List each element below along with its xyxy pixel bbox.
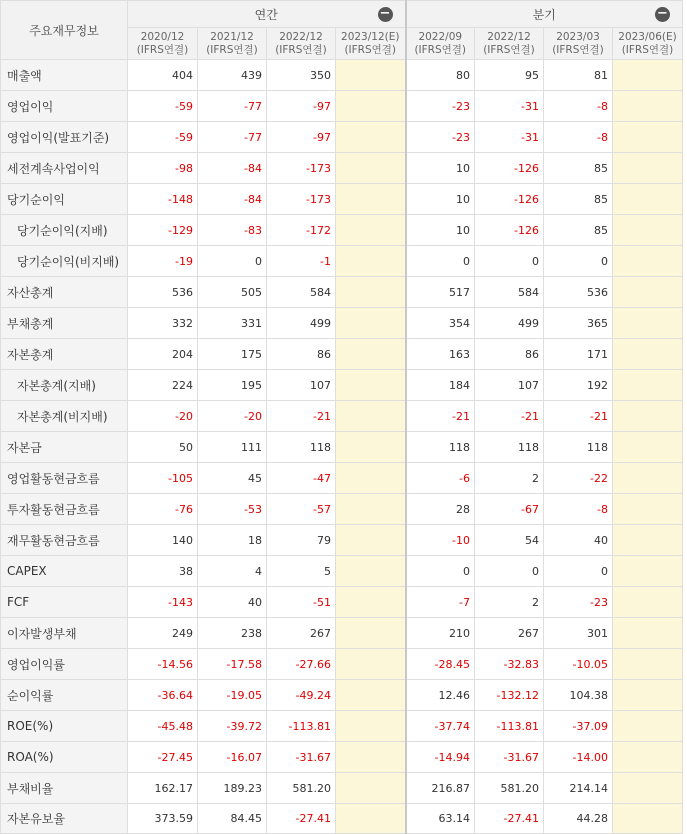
annual-value-cell: 373.59 xyxy=(128,804,198,834)
annual-value-cell: -45.48 xyxy=(128,711,198,742)
quarter-value-cell: 85 xyxy=(544,184,613,215)
quarter-value-cell: -23 xyxy=(406,122,475,153)
quarter-estimate-cell xyxy=(613,401,683,432)
annual-value-cell: -21 xyxy=(267,401,336,432)
quarter-value-cell: -126 xyxy=(475,184,544,215)
quarter-collapse-button[interactable] xyxy=(655,7,670,22)
quarter-value-cell: 86 xyxy=(475,339,544,370)
annual-value-cell: 0 xyxy=(198,246,267,277)
quarter-value-cell: 44.28 xyxy=(544,804,613,834)
annual-value-cell: 332 xyxy=(128,308,198,339)
annual-value-cell: 5 xyxy=(267,556,336,587)
annual-estimate-cell xyxy=(336,277,406,308)
annual-value-cell: 581.20 xyxy=(267,773,336,804)
annual-value-cell: -36.64 xyxy=(128,680,198,711)
quarter-value-cell: -126 xyxy=(475,215,544,246)
quarter-value-cell: 0 xyxy=(475,246,544,277)
quarter-value-cell: 12.46 xyxy=(406,680,475,711)
quarter-value-cell: 28 xyxy=(406,494,475,525)
quarter-value-cell: 80 xyxy=(406,60,475,91)
quarter-value-cell: 107 xyxy=(475,370,544,401)
row-label: 투자활동현금흐름 xyxy=(1,494,128,525)
row-label: 자본유보율 xyxy=(1,804,128,834)
annual-value-cell: 249 xyxy=(128,618,198,649)
quarter-value-cell: -22 xyxy=(544,463,613,494)
period-label: 2022/12 xyxy=(279,30,323,43)
annual-value-cell: -16.07 xyxy=(198,742,267,773)
quarter-estimate-cell xyxy=(613,618,683,649)
annual-value-cell: -84 xyxy=(198,184,267,215)
quarter-estimate-cell xyxy=(613,308,683,339)
annual-value-cell: 18 xyxy=(198,525,267,556)
row-label: 부채비율 xyxy=(1,773,128,804)
annual-value-cell: -77 xyxy=(198,122,267,153)
annual-value-cell: 111 xyxy=(198,432,267,463)
annual-estimate-cell xyxy=(336,122,406,153)
row-label: 영업이익률 xyxy=(1,649,128,680)
annual-value-cell: -83 xyxy=(198,215,267,246)
row-label: 당기순이익(비지배) xyxy=(1,246,128,277)
quarter-estimate-cell xyxy=(613,246,683,277)
annual-value-cell: 350 xyxy=(267,60,336,91)
table-row xyxy=(1,494,683,525)
quarter-value-cell: -21 xyxy=(475,401,544,432)
quarter-period-header xyxy=(406,28,475,60)
row-label: CAPEX xyxy=(1,556,128,587)
quarter-value-cell: 214.14 xyxy=(544,773,613,804)
quarter-estimate-cell xyxy=(613,184,683,215)
annual-value-cell: 439 xyxy=(198,60,267,91)
quarter-value-cell: 499 xyxy=(475,308,544,339)
table-row xyxy=(1,60,683,91)
period-basis-label: (IFRS연결) xyxy=(206,43,258,56)
table-row xyxy=(1,711,683,742)
row-label: 부채총계 xyxy=(1,308,128,339)
period-basis-label: (IFRS연결) xyxy=(621,43,674,56)
annual-estimate-cell xyxy=(336,215,406,246)
annual-value-cell: -129 xyxy=(128,215,198,246)
quarter-value-cell: -31 xyxy=(475,122,544,153)
quarter-period-header xyxy=(544,28,613,60)
quarter-value-cell: -8 xyxy=(544,494,613,525)
quarter-value-cell: 0 xyxy=(544,246,613,277)
annual-estimate-cell xyxy=(336,339,406,370)
row-label: 영업이익(발표기준) xyxy=(1,122,128,153)
annual-value-cell: 40 xyxy=(198,587,267,618)
row-label: ROA(%) xyxy=(1,742,128,773)
quarter-estimate-cell xyxy=(613,339,683,370)
quarter-value-cell: 10 xyxy=(406,184,475,215)
table-row xyxy=(1,246,683,277)
annual-value-cell: 140 xyxy=(128,525,198,556)
annual-value-cell: 267 xyxy=(267,618,336,649)
row-label: FCF xyxy=(1,587,128,618)
annual-estimate-cell xyxy=(336,525,406,556)
quarter-value-cell: -21 xyxy=(406,401,475,432)
annual-estimate-cell xyxy=(336,494,406,525)
table-row xyxy=(1,525,683,556)
quarter-value-cell: 0 xyxy=(406,556,475,587)
annual-value-cell: -148 xyxy=(128,184,198,215)
period-basis-label: (IFRS연결) xyxy=(275,43,327,56)
row-label: 영업이익 xyxy=(1,91,128,122)
annual-value-cell: 204 xyxy=(128,339,198,370)
table-row xyxy=(1,91,683,122)
quarter-value-cell: 267 xyxy=(475,618,544,649)
table-row xyxy=(1,122,683,153)
row-label: 매출액 xyxy=(1,60,128,91)
table-row xyxy=(1,401,683,432)
quarter-value-cell: -21 xyxy=(544,401,613,432)
annual-value-cell: -27.66 xyxy=(267,649,336,680)
quarter-group-header xyxy=(406,1,683,28)
annual-value-cell: -143 xyxy=(128,587,198,618)
quarter-value-cell: -8 xyxy=(544,122,613,153)
annual-value-cell: 195 xyxy=(198,370,267,401)
quarter-value-cell: -14.00 xyxy=(544,742,613,773)
annual-value-cell: -19 xyxy=(128,246,198,277)
annual-value-cell: 45 xyxy=(198,463,267,494)
quarter-value-cell: -32.83 xyxy=(475,649,544,680)
row-label: 이자발생부채 xyxy=(1,618,128,649)
quarter-value-cell: 10 xyxy=(406,215,475,246)
quarter-value-cell: -8 xyxy=(544,91,613,122)
quarter-estimate-cell xyxy=(613,773,683,804)
annual-value-cell: 84.45 xyxy=(198,804,267,834)
quarter-value-cell: -132.12 xyxy=(475,680,544,711)
quarter-value-cell: 85 xyxy=(544,153,613,184)
annual-value-cell: -105 xyxy=(128,463,198,494)
annual-value-cell: -49.24 xyxy=(267,680,336,711)
annual-value-cell: -77 xyxy=(198,91,267,122)
annual-value-cell: 86 xyxy=(267,339,336,370)
quarter-value-cell: 184 xyxy=(406,370,475,401)
annual-value-cell: 189.23 xyxy=(198,773,267,804)
period-label: 2023/12(E) xyxy=(341,30,400,43)
annual-estimate-cell xyxy=(336,556,406,587)
annual-value-cell: 238 xyxy=(198,618,267,649)
quarter-period-header xyxy=(475,28,544,60)
annual-group-header xyxy=(128,1,406,28)
quarter-estimate-cell xyxy=(613,742,683,773)
quarter-estimate-cell xyxy=(613,587,683,618)
period-basis-label: (IFRS연결) xyxy=(136,43,189,56)
quarter-value-cell: 104.38 xyxy=(544,680,613,711)
annual-value-cell: -31.67 xyxy=(267,742,336,773)
quarter-value-cell: -27.41 xyxy=(475,804,544,834)
quarter-estimate-cell xyxy=(613,153,683,184)
quarter-estimate-cell xyxy=(613,556,683,587)
row-label: 순이익률 xyxy=(1,680,128,711)
quarter-value-cell: 118 xyxy=(475,432,544,463)
annual-estimate-cell xyxy=(336,680,406,711)
annual-value-cell: -173 xyxy=(267,153,336,184)
annual-value-cell: 162.17 xyxy=(128,773,198,804)
quarter-value-cell: 584 xyxy=(475,277,544,308)
table-row xyxy=(1,618,683,649)
quarter-period-header xyxy=(613,28,683,60)
quarter-estimate-cell xyxy=(613,60,683,91)
row-label: 자산총계 xyxy=(1,277,128,308)
quarter-value-cell: -23 xyxy=(406,91,475,122)
quarter-value-cell: 118 xyxy=(406,432,475,463)
annual-value-cell: -57 xyxy=(267,494,336,525)
quarter-value-cell: -31 xyxy=(475,91,544,122)
annual-value-cell: -27.45 xyxy=(128,742,198,773)
annual-estimate-cell xyxy=(336,773,406,804)
period-basis-label: (IFRS연결) xyxy=(344,43,397,56)
annual-value-cell: -47 xyxy=(267,463,336,494)
quarter-value-cell: -67 xyxy=(475,494,544,525)
annual-value-cell: -20 xyxy=(198,401,267,432)
annual-value-cell: -97 xyxy=(267,122,336,153)
annual-estimate-cell xyxy=(336,742,406,773)
quarter-estimate-cell xyxy=(613,432,683,463)
annual-estimate-cell xyxy=(336,401,406,432)
annual-value-cell: 107 xyxy=(267,370,336,401)
minus-circle-icon: − xyxy=(379,6,391,21)
quarter-value-cell: -10 xyxy=(406,525,475,556)
annual-estimate-cell xyxy=(336,432,406,463)
annual-value-cell: -59 xyxy=(128,91,198,122)
quarter-estimate-cell xyxy=(613,122,683,153)
annual-value-cell: -113.81 xyxy=(267,711,336,742)
annual-estimate-cell xyxy=(336,649,406,680)
quarter-value-cell: 216.87 xyxy=(406,773,475,804)
period-label: 2020/12 xyxy=(140,30,185,43)
annual-value-cell: -98 xyxy=(128,153,198,184)
quarter-estimate-cell xyxy=(613,370,683,401)
quarter-value-cell: 354 xyxy=(406,308,475,339)
quarter-value-cell: 10 xyxy=(406,153,475,184)
quarter-value-cell: 81 xyxy=(544,60,613,91)
quarter-value-cell: 192 xyxy=(544,370,613,401)
annual-estimate-cell xyxy=(336,153,406,184)
quarter-estimate-cell xyxy=(613,494,683,525)
table-row xyxy=(1,463,683,494)
annual-estimate-cell xyxy=(336,711,406,742)
annual-value-cell: 584 xyxy=(267,277,336,308)
table-row xyxy=(1,370,683,401)
table-row xyxy=(1,184,683,215)
quarter-value-cell: 40 xyxy=(544,525,613,556)
annual-value-cell: -51 xyxy=(267,587,336,618)
period-label: 2021/12 xyxy=(210,30,254,43)
annual-value-cell: -173 xyxy=(267,184,336,215)
quarter-value-cell: -14.94 xyxy=(406,742,475,773)
annual-value-cell: -53 xyxy=(198,494,267,525)
quarter-value-cell: -37.74 xyxy=(406,711,475,742)
quarter-value-cell: 0 xyxy=(475,556,544,587)
row-label: 당기순이익(지배) xyxy=(1,215,128,246)
quarter-value-cell: 210 xyxy=(406,618,475,649)
annual-estimate-cell xyxy=(336,587,406,618)
row-label: 세전계속사업이익 xyxy=(1,153,128,184)
quarter-value-cell: 0 xyxy=(406,246,475,277)
annual-value-cell: 224 xyxy=(128,370,198,401)
row-label: 자본총계 xyxy=(1,339,128,370)
quarter-value-cell: 95 xyxy=(475,60,544,91)
period-basis-label: (IFRS연결) xyxy=(483,43,535,56)
annual-estimate-cell xyxy=(336,804,406,834)
table-row xyxy=(1,339,683,370)
quarter-estimate-cell xyxy=(613,463,683,494)
annual-estimate-cell xyxy=(336,91,406,122)
annual-estimate-cell xyxy=(336,618,406,649)
table-row xyxy=(1,773,683,804)
quarter-value-cell: -10.05 xyxy=(544,649,613,680)
row-label: 자본총계(지배) xyxy=(1,370,128,401)
quarter-value-cell: 365 xyxy=(544,308,613,339)
quarter-value-cell: -126 xyxy=(475,153,544,184)
annual-value-cell: -14.56 xyxy=(128,649,198,680)
annual-estimate-cell xyxy=(336,370,406,401)
quarter-group-label: 분기 xyxy=(532,7,556,22)
annual-value-cell: 50 xyxy=(128,432,198,463)
quarter-value-cell: 118 xyxy=(544,432,613,463)
annual-collapse-button[interactable] xyxy=(378,7,393,22)
annual-value-cell: -17.58 xyxy=(198,649,267,680)
quarter-estimate-cell xyxy=(613,91,683,122)
annual-value-cell: 404 xyxy=(128,60,198,91)
annual-estimate-cell xyxy=(336,60,406,91)
quarter-value-cell: 581.20 xyxy=(475,773,544,804)
quarter-estimate-cell xyxy=(613,649,683,680)
quarter-value-cell: -28.45 xyxy=(406,649,475,680)
annual-value-cell: 175 xyxy=(198,339,267,370)
row-label: 자본금 xyxy=(1,432,128,463)
annual-value-cell: -97 xyxy=(267,91,336,122)
quarter-estimate-cell xyxy=(613,525,683,556)
row-label: 재무활동현금흐름 xyxy=(1,525,128,556)
period-label: 2022/12 xyxy=(487,30,531,43)
period-basis-label: (IFRS연결) xyxy=(414,43,467,56)
period-basis-label: (IFRS연결) xyxy=(552,43,604,56)
quarter-estimate-cell xyxy=(613,215,683,246)
annual-value-cell: -172 xyxy=(267,215,336,246)
annual-period-header xyxy=(267,28,336,60)
annual-value-cell: 499 xyxy=(267,308,336,339)
annual-value-cell: -1 xyxy=(267,246,336,277)
quarter-value-cell: 2 xyxy=(475,463,544,494)
annual-period-header xyxy=(198,28,267,60)
quarter-value-cell: -7 xyxy=(406,587,475,618)
quarter-value-cell: 171 xyxy=(544,339,613,370)
annual-value-cell: -27.41 xyxy=(267,804,336,834)
annual-value-cell: -19.05 xyxy=(198,680,267,711)
annual-value-cell: -76 xyxy=(128,494,198,525)
annual-value-cell: 505 xyxy=(198,277,267,308)
quarter-value-cell: 301 xyxy=(544,618,613,649)
quarter-value-cell: 0 xyxy=(544,556,613,587)
quarter-value-cell: 85 xyxy=(544,215,613,246)
quarter-estimate-cell xyxy=(613,680,683,711)
quarter-value-cell: 517 xyxy=(406,277,475,308)
annual-group-label: 연간 xyxy=(254,7,278,22)
annual-estimate-cell xyxy=(336,308,406,339)
annual-value-cell: -20 xyxy=(128,401,198,432)
annual-value-cell: 38 xyxy=(128,556,198,587)
quarter-value-cell: -31.67 xyxy=(475,742,544,773)
annual-value-cell: 4 xyxy=(198,556,267,587)
period-label: 2022/09 xyxy=(418,30,463,43)
minus-circle-icon: − xyxy=(657,6,668,21)
quarter-estimate-cell xyxy=(613,277,683,308)
period-label: 2023/06(E) xyxy=(618,30,677,43)
annual-estimate-cell xyxy=(336,463,406,494)
annual-value-cell: 536 xyxy=(128,277,198,308)
annual-value-cell: 79 xyxy=(267,525,336,556)
annual-value-cell: -84 xyxy=(198,153,267,184)
quarter-value-cell: 163 xyxy=(406,339,475,370)
annual-value-cell: -39.72 xyxy=(198,711,267,742)
table-row xyxy=(1,556,683,587)
annual-value-cell: 331 xyxy=(198,308,267,339)
table-row xyxy=(1,680,683,711)
table-row xyxy=(1,432,683,463)
table-row xyxy=(1,215,683,246)
quarter-value-cell: 2 xyxy=(475,587,544,618)
table-row xyxy=(1,649,683,680)
row-label: ROE(%) xyxy=(1,711,128,742)
annual-value-cell: 118 xyxy=(267,432,336,463)
table-row xyxy=(1,308,683,339)
quarter-value-cell: -37.09 xyxy=(544,711,613,742)
quarter-value-cell: 54 xyxy=(475,525,544,556)
annual-period-header xyxy=(336,28,406,60)
quarter-estimate-cell xyxy=(613,804,683,834)
row-label: 자본총계(비지배) xyxy=(1,401,128,432)
quarter-value-cell: -113.81 xyxy=(475,711,544,742)
row-label: 영업활동현금흐름 xyxy=(1,463,128,494)
table-row xyxy=(1,153,683,184)
annual-estimate-cell xyxy=(336,246,406,277)
period-label: 2023/03 xyxy=(556,30,600,43)
annual-estimate-cell xyxy=(336,184,406,215)
table-row xyxy=(1,742,683,773)
table-row xyxy=(1,587,683,618)
annual-value-cell: -59 xyxy=(128,122,198,153)
header-corner-label: 주요재무정보 xyxy=(1,1,128,60)
quarter-value-cell: -6 xyxy=(406,463,475,494)
table-row xyxy=(1,277,683,308)
annual-period-header xyxy=(128,28,198,60)
quarter-value-cell: 536 xyxy=(544,277,613,308)
quarter-value-cell: 63.14 xyxy=(406,804,475,834)
quarter-value-cell: -23 xyxy=(544,587,613,618)
quarter-estimate-cell xyxy=(613,711,683,742)
table-row xyxy=(1,804,683,834)
row-label: 당기순이익 xyxy=(1,184,128,215)
